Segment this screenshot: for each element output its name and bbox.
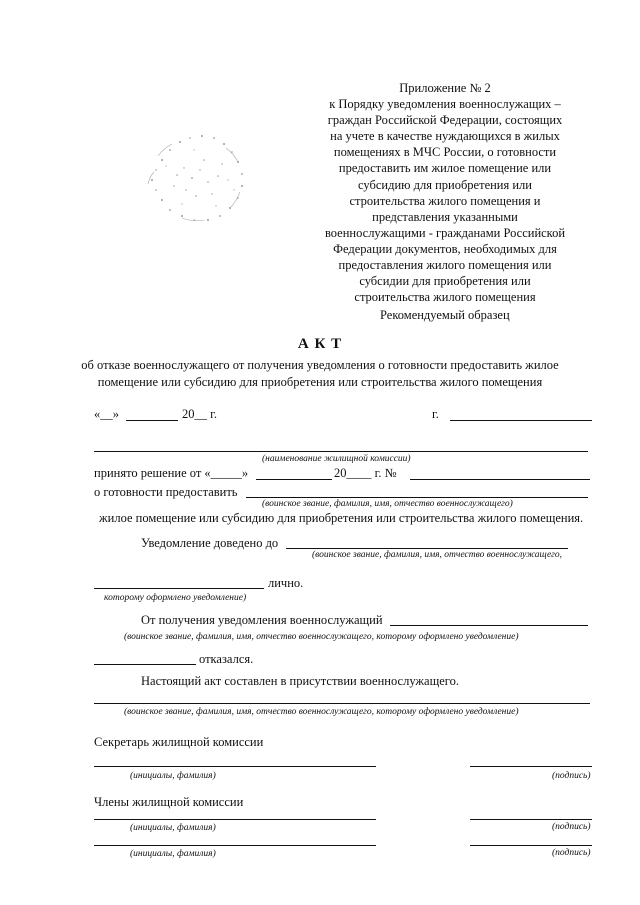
secretary-label: Секретарь жилищной комиссии [94, 735, 264, 749]
decision-year-number-label: 20____ г. № [334, 466, 397, 480]
appendix-line: строительства жилого помещения [354, 290, 536, 305]
appendix-line: на учете в качестве нуждающихся в жилых [330, 129, 560, 144]
member-signature-blank [470, 845, 592, 846]
appendix-line: предоставить им жилое помещение или [338, 161, 552, 176]
members-label: Члены жилищной комиссии [94, 795, 244, 809]
appendix-line: Федерации документов, необходимых для [333, 241, 557, 256]
decision-date-label: принято решение от «_____» [94, 466, 249, 480]
document-title: А К Т [297, 336, 343, 352]
date-year-label: 20__ г. [182, 407, 217, 421]
personally-word: лично. [268, 576, 304, 590]
secretary-initials-hint: (инициалы, фамилия) [130, 771, 216, 781]
commission-name-hint: (наименование жилищной комиссии) [262, 454, 411, 464]
city-label: г. [432, 407, 439, 421]
member-initials-hint: (инициалы, фамилия) [130, 823, 216, 833]
notification-blank [286, 548, 568, 549]
appendix-line: военнослужащими - гражданами Российской [324, 225, 566, 240]
refused-word: отказался. [199, 652, 254, 666]
presence-hint: (воинское звание, фамилия, имя, отчество военнослужащего, которому оформлено уведомление) [124, 707, 519, 717]
readiness-servicemember-blank [246, 497, 588, 498]
appendix-heading [300, 80, 590, 305]
date-day-field: «__» [94, 407, 119, 421]
member-initials-blank [94, 845, 376, 846]
faded-stamp-image [122, 120, 262, 232]
appendix-line: помещениях в МЧС России, о готовности [333, 145, 557, 160]
housing-text: жилое помещение или субсидию для приобретения или строительства жилого помещения. [99, 511, 584, 525]
presence-label: Настоящий акт составлен в присутствии военнослужащего. [141, 674, 459, 688]
refusal-hint: (воинское звание, фамилия, имя, отчество военнослужащего, которому оформлено уведомление) [124, 632, 519, 642]
member-signature-blank [470, 819, 592, 820]
appendix-line: к Порядку уведомления военнослужащих – [329, 97, 561, 112]
appendix-line: субсидию для приобретения или [358, 177, 532, 192]
secretary-initials-blank [94, 766, 376, 767]
member-signature-hint: (подпись) [552, 848, 591, 858]
readiness-label: о готовности предоставить [94, 485, 238, 499]
refused-blank [94, 664, 196, 665]
member-initials-blank [94, 819, 376, 820]
sample-note: Рекомендуемый образец [380, 308, 510, 322]
refusal-blank [390, 625, 588, 626]
appendix-line: субсидии для приобретения или [359, 274, 531, 289]
appendix-line: граждан Российской Федерации, состоящих [327, 113, 563, 128]
presence-blank [94, 703, 590, 704]
appendix-line: представления указанными [372, 209, 518, 224]
decision-number-blank [410, 479, 590, 480]
refusal-label: От получения уведомления военнослужащий [141, 613, 383, 627]
notification-hint: (воинское звание, фамилия, имя, отчество военнослужащего, [312, 550, 563, 560]
notification-label: Уведомление доведено до [141, 536, 279, 550]
readiness-hint: (воинское звание, фамилия, имя, отчество военнослужащего) [262, 499, 513, 509]
member-signature-hint: (подпись) [552, 822, 591, 832]
secretary-signature-hint: (подпись) [552, 771, 591, 781]
appendix-line: Приложение № 2 [399, 81, 491, 95]
appendix-line: строительства жилого помещения и [349, 193, 541, 208]
date-month-blank [126, 420, 178, 421]
document-subtitle-line-1: об отказе военнослужащего от получения уведомления о готовности предоставить жилое [81, 358, 559, 372]
secretary-signature-blank [470, 766, 592, 767]
appendix-line: предоставления жилого помещения или [338, 258, 552, 273]
city-blank [450, 420, 592, 421]
commission-name-blank [94, 451, 588, 452]
personally-blank [94, 588, 264, 589]
member-initials-hint: (инициалы, фамилия) [130, 849, 216, 859]
personally-hint: которому оформлено уведомление) [104, 593, 247, 603]
decision-month-blank [256, 479, 332, 480]
document-subtitle-line-2: помещение или субсидию для приобретения или строительства жилого помещения [97, 375, 543, 389]
